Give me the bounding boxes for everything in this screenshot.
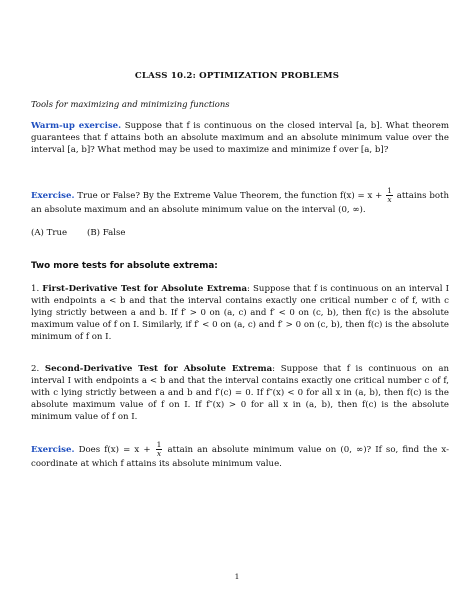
test1-paragraph [31,283,449,343]
test2-paragraph [31,363,449,423]
fraction-denominator: x [387,195,392,204]
test1-name: First-Derivative Test for Absolute Extrema [42,284,248,294]
test2-name: Second-Derivative Test for Absolute Extrema [44,364,273,374]
exercise2-fraction [156,441,163,458]
exercise2-text-before: Does f(x) = x + [78,445,151,455]
test1-text: : Suppose that f is continuous on an interval I with endpoints a < b and that the interval contains exactly one critical number c of f, with c lying strictly between a and b. If f′ > 0 on (a, c) and f′ < 0 on (c, b), then f(c) is the absolute maximum value of f on I. Similarly, if f′ < 0 on (a, c) and f′ > 0 on (c, b), then f(c) is the absolute minimum of f on I. [31,284,450,342]
exercise2-paragraph [31,441,449,470]
page-subtitle: Tools for maximizing and minimizing functions [31,99,230,109]
page-number: 1 [234,572,240,581]
test2-number: 2. [31,364,40,374]
choice-a: (A) True [31,228,68,238]
page-title: CLASS 10.2: OPTIMIZATION PROBLEMS [134,71,340,81]
warmup-label: Warm-up exercise. [31,121,122,131]
exercise2-label: Exercise. [31,445,75,455]
fraction-numerator: 1 [156,440,162,449]
exercise1-text-after: attains both an absolute maximum and an absolute minimum value on the interval (0, ∞). [31,191,450,215]
fraction-denominator: x [156,449,162,458]
fraction-numerator: 1 [387,186,392,195]
test1-number: 1. [31,284,40,294]
warmup-text: Suppose that f is continuous on the closed interval [a, b]. What theorem guarantees that f attains both an absolute maximum and an absolute minimum value over the interval [a, b]? What method may be used to maximize and minimize f over [a, b]? [31,121,449,155]
exercise1-label: Exercise. [31,191,75,201]
exercise2-text-after: attain an absolute minimum value on (0, ∞)? If so, find the x-coordinate at which f attains its absolute minimum value. [31,445,450,469]
exercise1-fraction [386,187,393,204]
exercise1-paragraph [31,187,449,216]
warmup-paragraph [31,120,449,156]
choice-b: (B) False [87,228,126,238]
exercise1-text-before: True or False? By the Extreme Value Theorem, the function f(x) = x + [77,191,383,201]
test2-text: : Suppose that f is continuous on an interval I with endpoints a < b and that the interval contains exactly one critical number c of f, with c lying strictly between a and b and f′(c) = 0. If f″(x) < 0 for all x in (a, b), then f(c) is the absolute maximum value of f on I. If f″(x) > 0 for all x in (a, b), then f(c) is the absolute minimum value of f on I. [31,364,449,422]
section-heading: Two more tests for absolute extrema: [31,261,218,271]
